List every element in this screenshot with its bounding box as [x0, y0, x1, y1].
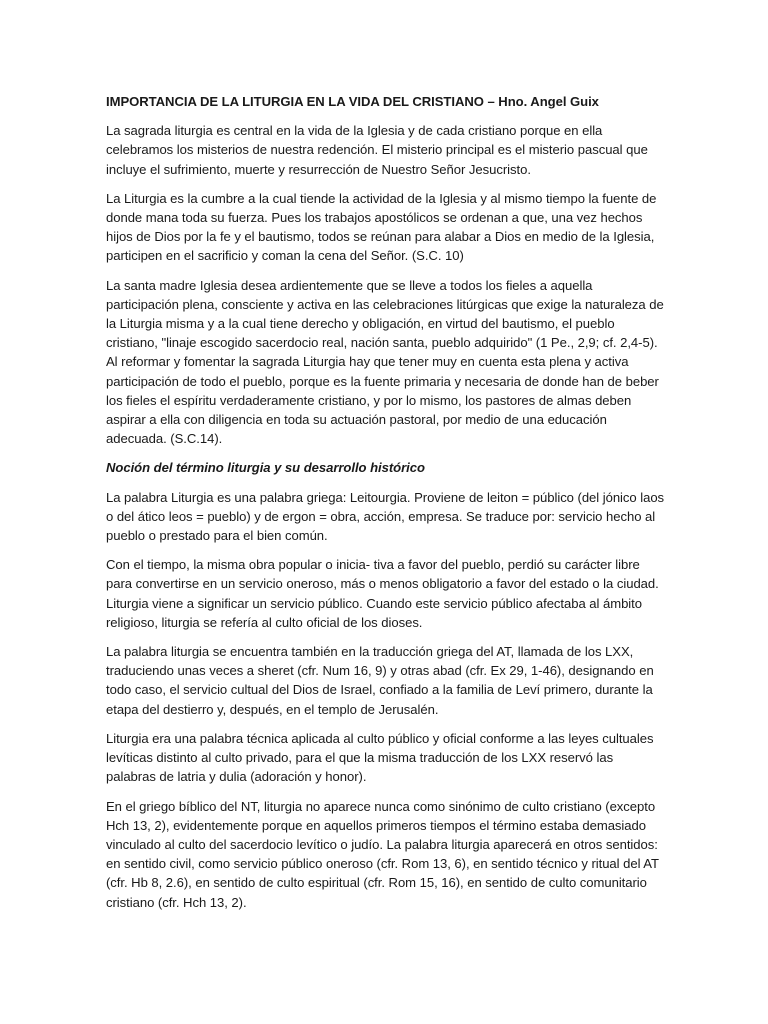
paragraph-summit: La Liturgia es la cumbre a la cual tiende la actividad de la Iglesia y al mismo tiempo la fuente de donde mana toda su fuerza. Pues los trabajos apostólicos se ordenan a que, una vez hechos hijos de Dios por la fe y el bautismo, todos se reúnan para alabar a Dios en medio de la Iglesia, participen en el sacrificio y coman la cena del Señor. (S.C. 10) [106, 190, 657, 264]
paragraph-intro: La sagrada liturgia es central en la vida de la Iglesia y de cada cristiano porque en ella celebramos los misterios de nuestra redención. El misterio principal es el misterio pascual que incluye el sufrimiento, muerte y resurrección de Nuestro Señor Jesucristo. [106, 123, 648, 177]
document-title: IMPORTANCIA DE LA LITURGIA EN LA VIDA DEL CRISTIANO – Hno. Angel Guix [106, 94, 599, 109]
section-heading: Noción del término liturgia y su desarrollo histórico [106, 460, 425, 476]
paragraph-participation: La santa madre Iglesia desea ardientemente que se lleve a todos los fieles a aquella participación plena, consciente y activa en las celebraciones litúrgicas que exige la naturaleza de la Liturgia misma y a la cual tiene derecho y obligación, en virtud del bautismo, el pueblo cristiano, "linaje escogido sacerdocio real, nación santa, pueblo adquirido" (1 Pe., 2,9; cf. 2,4-5). [106, 277, 664, 351]
paragraph-lxx: La palabra liturgia se encuentra también en la traducción griega del AT, llamada de los LXX, traduciendo unas veces a sheret (cfr. Num 16, 9) y otras abad (cfr. Ex 29, 1-46), designando en todo caso, el servicio cultual del Dios de Israel, confiado a la familia de Leví primero, durante la etapa del destierro y, después, en el templo de Jerusalén. [106, 644, 654, 717]
paragraph-technical-word: Liturgia era una palabra técnica aplicada al culto público y oficial conforme a las leyes cultuales levíticas distinto al culto privado, para el que la misma traducción de los LXX reservó las palabras de latria y dulia (adoración y honor). [106, 730, 654, 785]
paragraph-new-testament: En el griego bíblico del NT, liturgia no aparece nunca como sinónimo de culto cristiano (excepto Hch 13, 2), evidentemente porque en aquellos primeros tiempos el término estaba demasiado vinculado al culto del sacerdocio levítico o judío. La palabra liturgia aparecerá en otros sentidos: en sentido civil, como servicio público oneroso (cfr. Rom 13, 6), en sentido técnico y ritual del AT (cfr. Hb 8, 2.6), en sentido de culto espiritual (cfr. Rom 15, 16), en sentido de culto comunitario cristiano (cfr. Hch 13, 2). [106, 798, 659, 910]
paragraph-etymology: La palabra Liturgia es una palabra griega: Leitourgia. Proviene de leiton = público (del jónico laos o del ático leos = pueblo) y de ergon = obra, acción, empresa. Se traduce por: servicio hecho al pueblo o prestado para el bien común. [106, 489, 665, 544]
paragraph-reform: Al reformar y fomentar la sagrada Liturgia hay que tener muy en cuenta esta plena y activa participación de todo el pueblo, porque es la fuente primaria y necesaria de donde han de beber los fieles el espíritu verdaderamente cristiano, y por lo mismo, los pastores de almas deben aspirar a ella con diligencia en toda su actuación pastoral, por medio de una educación adecuada. (S.C.14). [106, 354, 659, 447]
paragraph-public-service: Con el tiempo, la misma obra popular o inicia- tiva a favor del pueblo, perdió su carácter libre para convertirse en un servicio oneroso, más o menos obligatorio a favor del estado o la ciudad. Liturgia viene a significar un servicio público. Cuando este servicio público afectaba al ámbito religioso, liturgia se refería al culto oficial de los dioses. [106, 557, 659, 630]
document-page [106, 92, 666, 922]
